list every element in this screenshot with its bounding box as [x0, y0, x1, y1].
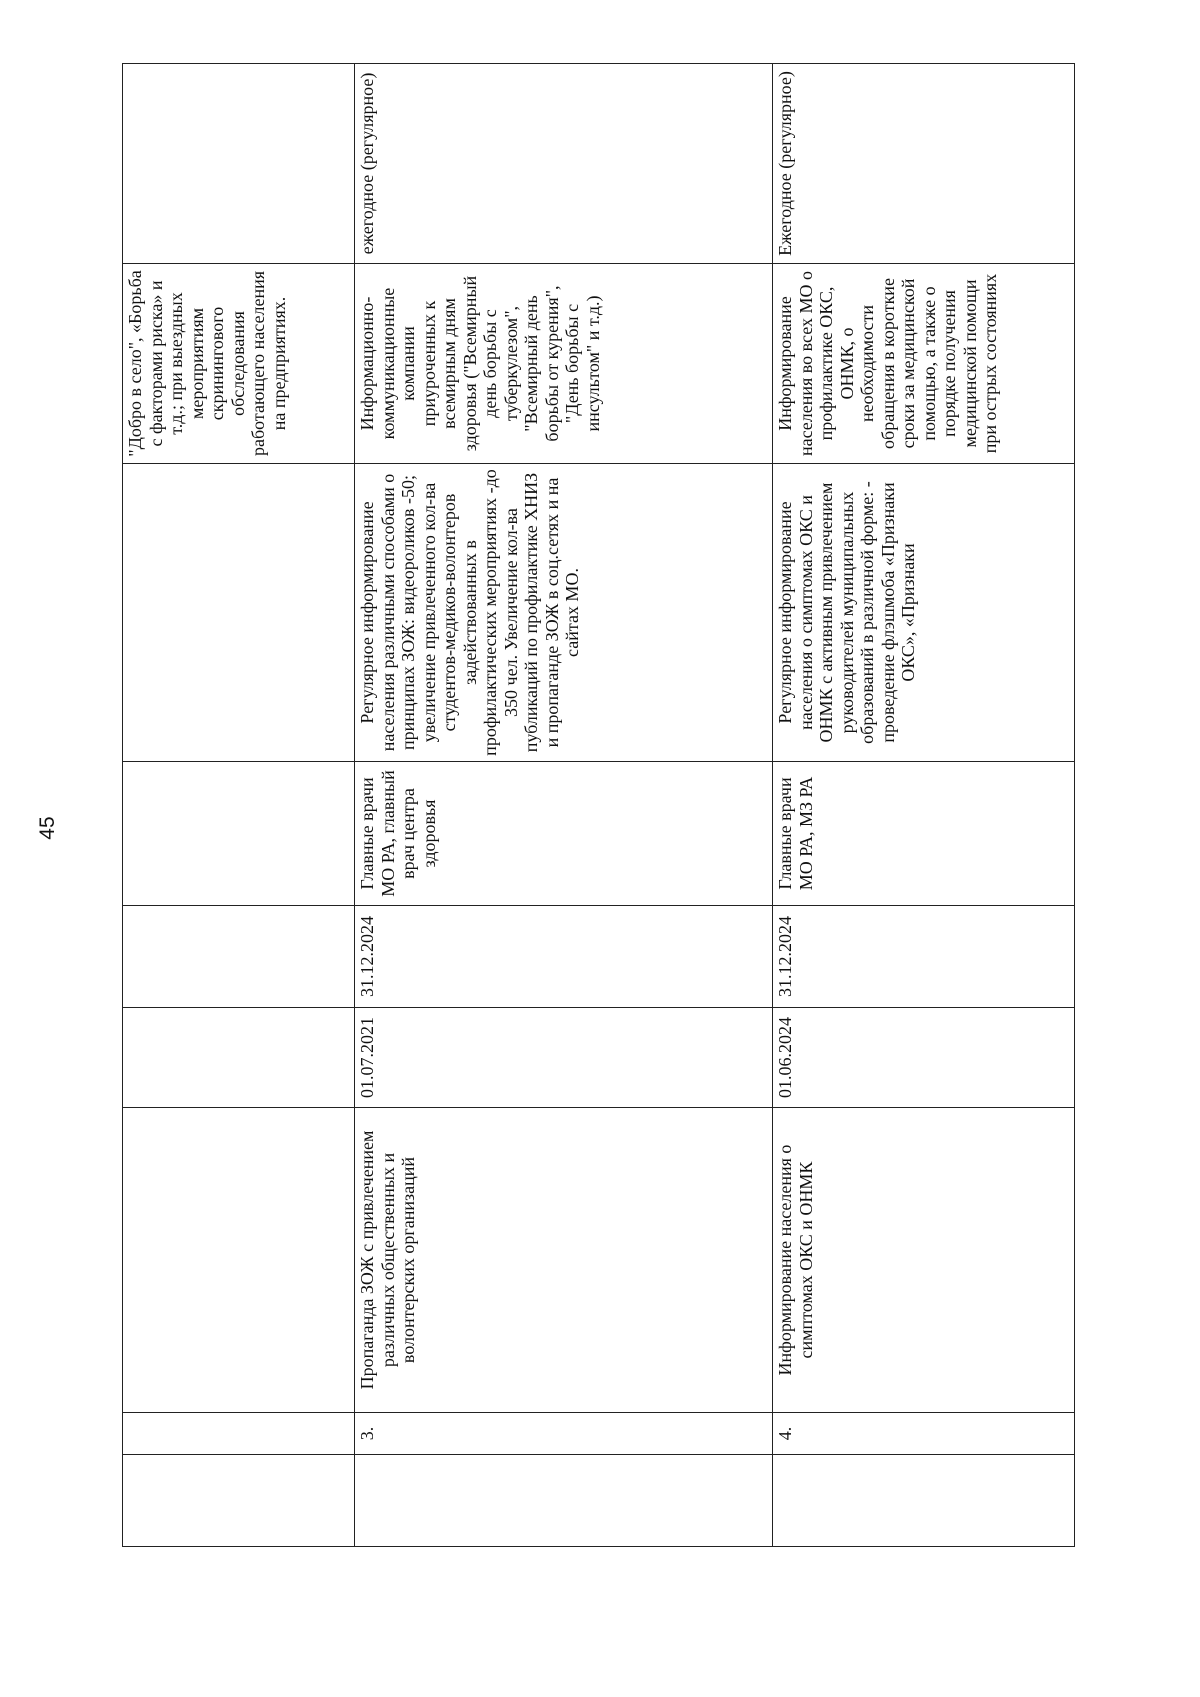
table-row	[355, 64, 773, 1547]
activity-name	[123, 1108, 355, 1413]
row-number: 4.	[773, 1413, 1075, 1455]
table-row	[773, 64, 1075, 1547]
measures: "Добро в село", «Борьба с факторами риска» и т.д.; при выездных мероприятиям скринингового обследования работающего населения на предприятиях.	[123, 264, 355, 464]
expected-result: Регулярное информирование населения различными способами о принципах ЗОЖ: видеороликов -50; увеличение привлеченного кол-ва студентов-медиков-волонтеров задействованных в профилактических мероприятиях -до 350 чел. Увеличение кол-ва публикаций по профилактике ХНИЗ и пропаганде ЗОЖ в соц.сетях и на сайтах МО.	[355, 464, 773, 762]
empty-cell	[355, 1455, 773, 1547]
empty-cell	[123, 1455, 355, 1547]
start-date: 01.06.2024	[773, 1008, 1075, 1108]
activity-name: Информирование населения о симптомах ОКС и ОНМК	[773, 1108, 1075, 1413]
periodicity	[123, 64, 355, 264]
measures: Информирование населения во всех МО о профилактике ОКС, ОНМК, о необходимости обращения в короткие сроки за медицинской помощью, а также о порядке получения медицинской помощи при острых состояниях	[773, 264, 1075, 464]
plan-table-rotated	[122, 64, 1074, 1547]
measures: Информационно-коммуникационные компании приуроченных к всемирным дням здоровья ("Всемирный день борьбы с туберкулезом", "Всемирный день борьбы от курения", "День борьбы с инсультом" и т.д.)	[355, 264, 773, 464]
responsible: Главные врачи МО РА, МЗ РА	[773, 762, 1075, 906]
row-number: 3.	[355, 1413, 773, 1455]
periodicity: Ежегодное (регулярное)	[773, 64, 1075, 264]
activity-name: Пропаганда ЗОЖ с привлечением различных общественных и волонтерских организаций	[355, 1108, 773, 1413]
start-date	[123, 1008, 355, 1108]
periodicity: ежегодное (регулярное)	[355, 64, 773, 264]
plan-table	[122, 63, 1075, 1547]
expected-result	[123, 464, 355, 762]
row-number	[123, 1413, 355, 1455]
expected-result: Регулярное информирование населения о симптомах ОКС и ОНМК с активным привлечением руководителей муниципальных образований в различной форме: - проведение флэшмоба «Признаки ОКС», «Признаки	[773, 464, 1075, 762]
table-row	[123, 64, 355, 1547]
page-number: 45	[36, 816, 59, 840]
end-date	[123, 906, 355, 1008]
end-date: 31.12.2024	[355, 906, 773, 1008]
responsible	[123, 762, 355, 906]
start-date: 01.07.2021	[355, 1008, 773, 1108]
empty-cell	[773, 1455, 1075, 1547]
responsible: Главные врачи МО РА, главный врач центра здоровья	[355, 762, 773, 906]
end-date: 31.12.2024	[773, 906, 1075, 1008]
